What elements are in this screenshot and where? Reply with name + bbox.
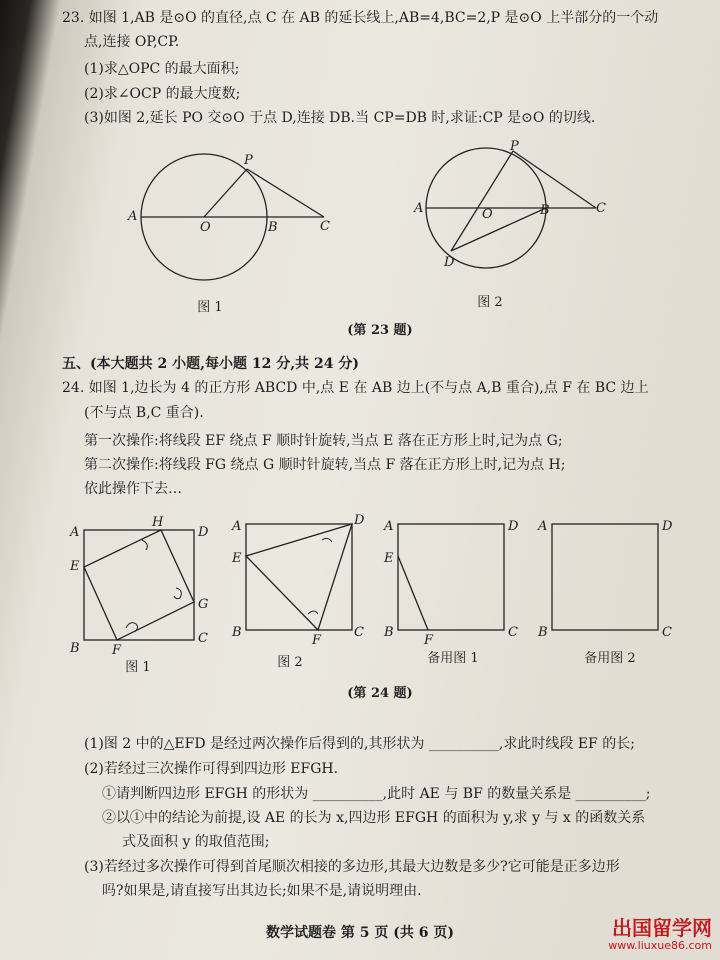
q24-spare-figure1 bbox=[378, 510, 528, 650]
q24-sub2a: ①请判断四边形 EFGH 的形状为 __________,此时 AE 与 BF 的数量关系是 __________; bbox=[102, 786, 651, 802]
q24-sub2b-line2: 式及面积 y 的取值范围; bbox=[122, 834, 270, 850]
q23f2-label-A: A bbox=[414, 201, 424, 216]
q24f1-label-C: C bbox=[198, 631, 208, 646]
q23f2-label-D: D bbox=[444, 255, 455, 270]
watermark-url: www.liuxue86.com bbox=[608, 939, 712, 952]
page-footer: 数学试题卷 第 5 页 (共 6 页) bbox=[266, 925, 454, 941]
q23-figure1 bbox=[120, 138, 350, 288]
q24f4-label-A: A bbox=[538, 519, 548, 534]
q24f3-label-A: A bbox=[384, 519, 394, 534]
q23f1-label-P: P bbox=[244, 153, 253, 168]
q23-fig2-caption: 图 2 bbox=[477, 295, 503, 310]
q24-spare-figure2 bbox=[530, 510, 690, 650]
q24f3-label-E: E bbox=[384, 551, 394, 566]
q24-op1: 第一次操作:将线段 EF 绕点 F 顺时针旋转,当点 E 落在正方形上时,记为点 G; bbox=[84, 433, 563, 449]
q24f4-label-D: D bbox=[662, 519, 673, 534]
q24f2-label-E: E bbox=[232, 551, 242, 566]
q23f2-label-O: O bbox=[482, 207, 493, 222]
q24f1-label-G: G bbox=[198, 597, 209, 612]
q24-line2: (不与点 B,C 重合). bbox=[84, 405, 204, 421]
q24-fig1-caption: 图 1 bbox=[125, 660, 151, 675]
q23-caption: (第 23 题) bbox=[347, 323, 413, 338]
q24-caption: (第 24 题) bbox=[347, 686, 413, 701]
q23-fig1-caption: 图 1 bbox=[197, 300, 223, 315]
q24f1-label-B: B bbox=[70, 641, 80, 656]
q24f1-label-H: H bbox=[152, 515, 164, 530]
q24-figure2 bbox=[224, 510, 374, 650]
q24-sub2b-line1: ②以①中的结论为前提,设 AE 的长为 x,四边形 EFGH 的面积为 y,求 y 与 x 的函数关系 bbox=[102, 810, 646, 826]
q23f2-label-C: C bbox=[596, 201, 606, 216]
q23f1-label-B: B bbox=[268, 220, 278, 235]
q24-fig2-caption: 图 2 bbox=[277, 655, 303, 670]
q24f1-label-F: F bbox=[112, 643, 122, 658]
q23-part1: (1)求△OPC 的最大面积; bbox=[84, 61, 240, 77]
q24f2-label-A: A bbox=[232, 519, 242, 534]
q24-sub3-line2: 吗?如果是,请直接写出其边长;如果不是,请说明理由. bbox=[102, 883, 422, 899]
q24-spare1-caption: 备用图 1 bbox=[427, 651, 479, 666]
q24-sub2: (2)若经过三次操作可得到四边形 EFGH. bbox=[84, 761, 339, 777]
q24-line1: 24. 如图 1,边长为 4 的正方形 ABCD 中,点 E 在 AB 边上(不与点 A,B 重合),点 F 在 BC 边上 bbox=[62, 380, 649, 396]
q24f3-label-D: D bbox=[508, 519, 519, 534]
q24f4-label-B: B bbox=[538, 625, 548, 640]
q24-sub1: (1)图 2 中的△EFD 是经过两次操作后得到的,其形状为 __________,求此时线段 EF 的长; bbox=[84, 736, 635, 752]
q24-op3: 依此操作下去… bbox=[84, 481, 182, 497]
section-5-header: 五、(本大题共 2 小题,每小题 12 分,共 24 分) bbox=[62, 356, 359, 372]
q24f1-label-E: E bbox=[70, 559, 80, 574]
q23f1-label-O: O bbox=[200, 220, 211, 235]
q23-line2: 点,连接 OP,CP. bbox=[84, 34, 180, 50]
q24-sub3-line1: (3)若经过多次操作可得到首尾顺次相接的多边形,其最大边数是多少?它可能是正多边形 bbox=[84, 859, 620, 875]
q24-figure1 bbox=[64, 512, 214, 658]
watermark-title: 出国留学网 bbox=[612, 916, 712, 940]
q23-part2: (2)求∠OCP 的最大度数; bbox=[84, 86, 241, 102]
q24f2-label-F: F bbox=[312, 633, 322, 648]
q23f1-label-C: C bbox=[320, 219, 330, 234]
q23-figure2 bbox=[408, 138, 628, 273]
q24f3-label-F: F bbox=[424, 633, 434, 648]
q24f1-label-A: A bbox=[70, 525, 80, 540]
q24f4-label-C: C bbox=[662, 625, 672, 640]
q24f2-label-C: C bbox=[354, 625, 364, 640]
q24f3-label-B: B bbox=[384, 625, 394, 640]
q23-line1: 23. 如图 1,AB 是⊙O 的直径,点 C 在 AB 的延长线上,AB=4,BC=2,P 是⊙O 上半部分的一个动 bbox=[62, 10, 659, 26]
q23f1-label-A: A bbox=[128, 209, 138, 224]
q23f2-label-P: P bbox=[510, 139, 519, 154]
q24-spare2-caption: 备用图 2 bbox=[584, 651, 636, 666]
q24-op2: 第二次操作:将线段 FG 绕点 G 顺时针旋转,当点 F 落在正方形上时,记为点 H; bbox=[84, 457, 566, 473]
q23f2-label-B: B bbox=[540, 203, 550, 218]
watermark bbox=[582, 917, 712, 952]
q24f2-label-B: B bbox=[232, 625, 242, 640]
q24f2-label-D: D bbox=[354, 513, 365, 528]
q24f3-label-C: C bbox=[508, 625, 518, 640]
q24f1-label-D: D bbox=[198, 525, 209, 540]
q23-part3: (3)如图 2,延长 PO 交⊙O 于点 D,连接 DB.当 CP=DB 时,求证:CP 是⊙O 的切线. bbox=[84, 110, 596, 126]
